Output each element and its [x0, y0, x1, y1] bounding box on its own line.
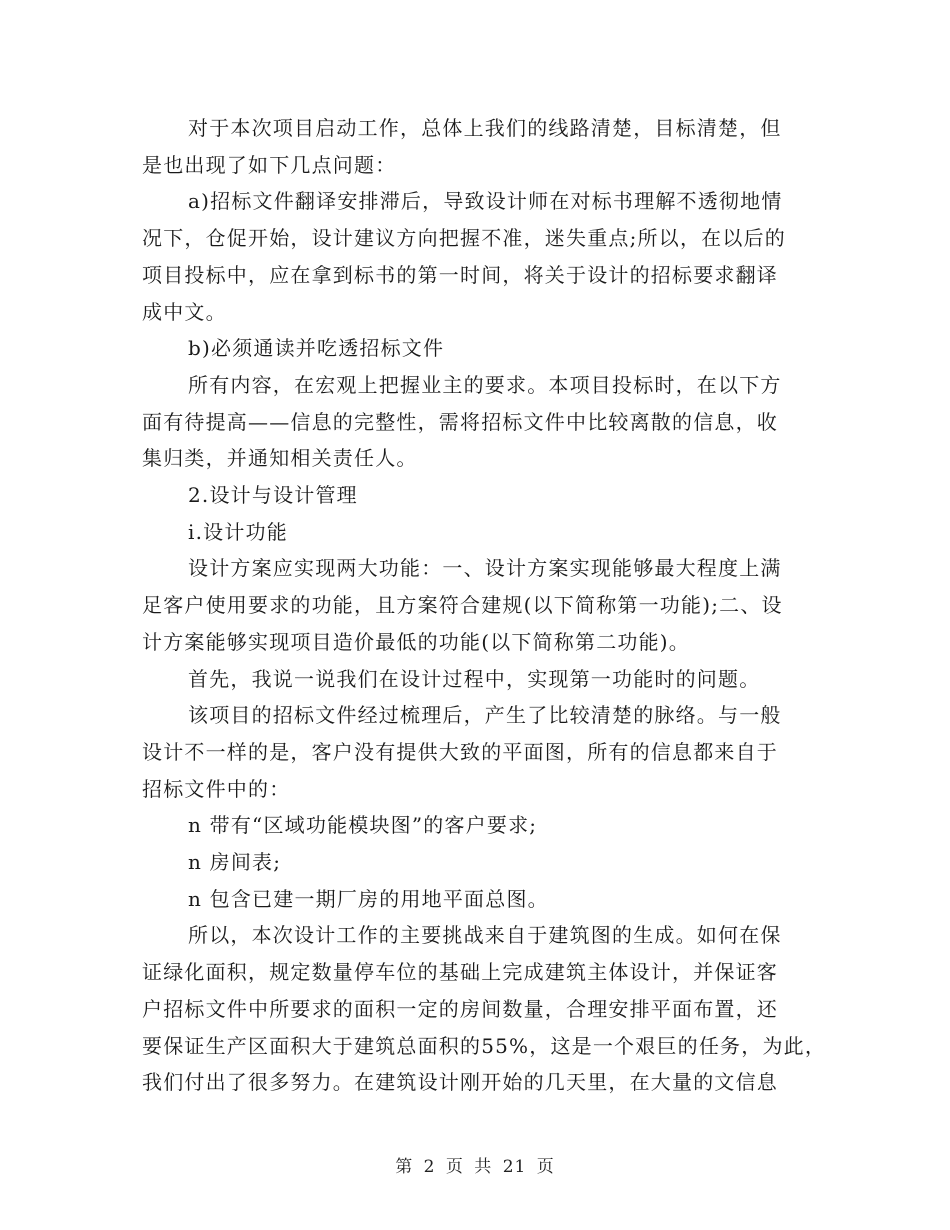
text-line: 证绿化面积，规定数量停车位的基础上完成建筑主体设计，并保证客: [142, 960, 778, 985]
text-line: 对于本次项目启动工作，总体上我们的线路清楚，目标清楚，但: [188, 116, 782, 140]
text-line: 面有待提高——信息的完整性，需将招标文件中比较离散的信息，收: [142, 409, 778, 434]
text-line: 要保证生产区面积大于建筑总面积的55%，这是一个艰巨的任务，为此，: [142, 1033, 827, 1058]
text-line: 是也出现了如下几点问题：: [142, 152, 397, 177]
text-line: 2.设计与设计管理: [188, 483, 358, 508]
text-line: 所以，本次设计工作的主要挑战来自于建筑图的生成。如何在保: [188, 923, 782, 948]
text-line: 况下，仓促开始，设计建议方向把握不准，迷失重点;所以，在以后的: [142, 226, 786, 251]
text-line: 我们付出了很多努力。在建筑设计刚开始的几天里，在大量的文信息: [142, 1070, 778, 1095]
footer-total-unit: 页: [536, 1157, 555, 1177]
text-line: 设计不一样的是，客户没有提供大致的平面图，所有的信息都来自于: [142, 739, 778, 764]
text-line: 足客户使用要求的功能，且方案符合建规(以下简称第一功能);二、设: [142, 593, 783, 618]
text-line: a)招标文件翻译安排滞后，导致设计师在对标书理解不透彻地情: [188, 189, 783, 214]
document-body: [142, 110, 827, 1101]
text-line: 项目投标中，应在拿到标书的第一时间，将关于设计的招标要求翻译: [142, 262, 778, 287]
total-page-count: 21: [502, 1157, 527, 1177]
text-line: 设计方案应实现两大功能：一、设计方案实现能够最大程度上满: [188, 556, 782, 581]
text-line: i.设计功能: [188, 519, 288, 544]
page-footer: [0, 1152, 950, 1177]
text-line: 招标文件中的：: [142, 776, 291, 801]
text-line: 计方案能够实现项目造价最低的功能(以下简称第二功能)。: [142, 629, 691, 654]
footer-page-unit: 页: [445, 1157, 464, 1177]
text-line: 集归类，并通知相关责任人。: [142, 446, 418, 471]
text-line: n 包含已建一期厂房的用地平面总图。: [188, 886, 549, 911]
text-line: 所有内容，在宏观上把握业主的要求。本项目投标时，在以下方: [188, 372, 782, 397]
footer-total-label: 共: [474, 1157, 493, 1177]
text-line: 户招标文件中所要求的面积一定的房间数量，合理安排平面布置，还: [142, 996, 778, 1021]
text-line: 首先，我说一说我们在设计过程中，实现第一功能时的问题。: [188, 666, 761, 691]
text-line: 该项目的招标文件经过梳理后，产生了比较清楚的脉络。与一般: [188, 703, 782, 728]
footer-prefix: 第: [395, 1157, 414, 1177]
text-line: n 带有“区域功能模块图”的客户要求;: [188, 813, 538, 838]
text-line: 成中文。: [142, 299, 227, 324]
current-page-number: 2: [423, 1157, 436, 1177]
text-line: n 房间表;: [188, 850, 282, 875]
text-line: b)必须通读并吃透招标文件: [188, 336, 445, 361]
